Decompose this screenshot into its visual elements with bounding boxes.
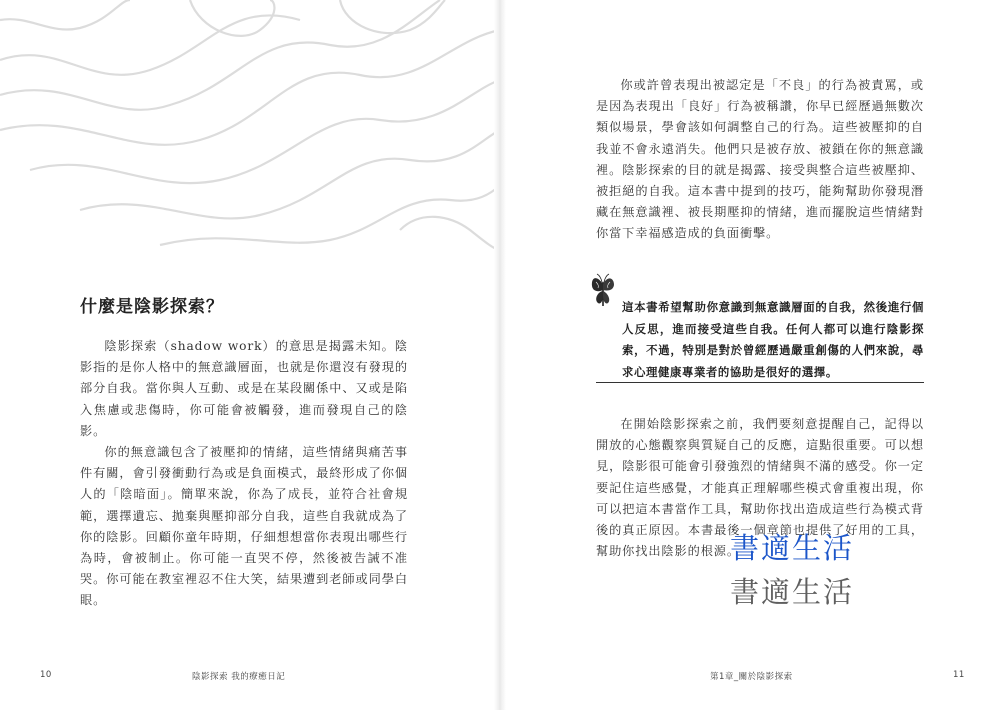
watermark-gray: 書適生活: [730, 575, 855, 609]
watermark-blue: 書適生活: [730, 531, 855, 565]
butterfly-icon: [590, 272, 616, 310]
paragraph: 你的無意識包含了被壓抑的情緒，這些情緒與痛苦事件有關，會引發衝動行為或是負面模式，最終形成了你個人的「陰暗面」。簡單來說，你為了成長，並符合社會規範，選擇遺忘、拋棄與壓抑部分自我，這些自我就成為了你的陰影。回顧你童年時期，仔細想想當你表現出哪些行為時，會被制止。你可能一直哭不停，然後被告誡不准哭。你可能在教室裡忍不住大笑，結果遭到老師或同學白眼。: [80, 445, 408, 608]
page-number: 10: [40, 670, 52, 680]
right-body-text-top: [596, 75, 924, 245]
topographic-lines-icon: [0, 0, 500, 250]
paragraph: 你或許曾表現出被認定是「不良」的行為被責罵，或是因為表現出「良好」行為被稱讚，你早已經歷過無數次類似場景，學會該如何調整自己的行為。這些被壓抑的自我並不會永遠消失。他們只是被存放、被鎖在你的無意識裡。陰影探索的目的就是揭露、接受與整合這些被壓抑、被拒絕的自我。這本書中提到的技巧，能夠幫助你發現潛藏在無意識裡、被長期壓抑的情緒，進而擺脫這些情緒對你當下幸福感造成的負面衝擊。: [596, 78, 924, 241]
paragraph: 陰影探索（shadow work）的意思是揭露未知。陰影指的是你人格中的無意識層面，也就是你還沒有發現的部分自我。當你與人互動、或是在某段關係中、又或是陷入焦慮或悲傷時，你可能會被觸發，進而發現自己的陰影。: [80, 339, 408, 438]
page-number: 11: [953, 670, 965, 680]
callout-note: 這本書希望幫助你意識到無意識層面的自我，然後進行個人反思，進而接受這些自我。任何人都可以進行陰影探索，不過，特別是對於曾經歷過嚴重創傷的人們來說，尋求心理健康專業者的協助是很好的選擇。: [622, 300, 924, 379]
running-title: 陰影探索 我的療癒日記: [192, 672, 286, 682]
book-gutter: [494, 0, 506, 710]
running-title: 第1章_關於陰影探索: [710, 672, 793, 682]
callout-divider: [596, 382, 924, 383]
paragraph: 在開始陰影探索之前，我們要刻意提醒自己，記得以開放的心態觀察與質疑自己的反應，這點很重要。可以想見，陰影很可能會引發強烈的情緒與不滿的感受。你一定要記住這些感覺，才能真正理解哪些模式會重複出現，你可以把這本書當作工具，幫助你找出造成這些行為模式背後的真正原因。本書最後一個章節也提供了好用的工具，幫助你找出陰影的根源。: [596, 417, 924, 559]
section-heading: 什麼是陰影探索？: [80, 297, 224, 317]
left-body-text: [80, 336, 408, 612]
